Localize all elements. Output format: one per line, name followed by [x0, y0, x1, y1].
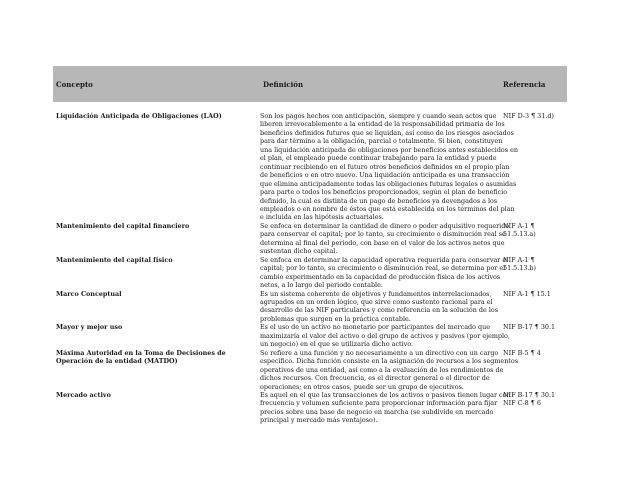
reference-cell — [495, 349, 567, 391]
definition-line: sustentan dicho capital. — [260, 247, 338, 256]
definition-line: agrupados en un orden lógico, que sirve como sustento racional para el — [260, 297, 493, 306]
definition-cell — [257, 221, 510, 256]
definition-line: Se enfoca en determinar la capacidad operativa requerida para conservar el — [260, 255, 509, 264]
header-reference: Referencia — [503, 80, 546, 89]
header-definition: Definición — [263, 80, 304, 89]
definition-line: desarrollo de las NIF particulares y como referencia en la solución de los — [260, 306, 499, 315]
definition-line: el plan, el empleado puede continuar trabajando para la entidad y puede — [260, 154, 497, 163]
glossary-table — [53, 66, 567, 425]
definition-line: para parte o todos los beneficios proporcionados, según el plan de beneficio — [260, 188, 508, 197]
definition-cell — [257, 255, 509, 290]
definition-line: frecuencia y volumen suficiente para proporcionar información para fijar — [260, 399, 498, 408]
definition-line: operativos de una entidad, así como a la evaluación de los rendimientos de — [260, 365, 504, 374]
definition-line: netos, a lo largo del periodo contable. — [260, 281, 383, 290]
reference-line: NIF A-1 ¶ — [503, 255, 535, 264]
reference-cell — [495, 323, 567, 348]
reference-line: NIF B-17 ¶ 30.1 — [503, 390, 556, 399]
header-concept: Concepto — [56, 80, 93, 89]
table-row — [53, 391, 567, 425]
table-row — [53, 290, 567, 324]
definition-line: una liquidación anticipada de obligaciones por beneficios antes establecidos en — [260, 145, 518, 154]
definition-line: principal y mercado más ventajoso). — [260, 416, 378, 425]
definition-cell — [257, 289, 499, 324]
concept-cell: Mayor y mejor uso — [56, 323, 123, 332]
definition-line: específico. Dicha función consiste en la asignación de recursos a los segmentos — [260, 357, 519, 366]
reference-line: NIF B-5 ¶ 4 — [503, 348, 541, 357]
definition-cell — [257, 390, 511, 425]
definition-line: empleados o en nombre de éstos que está establecida en los términos del plan — [260, 204, 515, 213]
definition-line: problemas que surgen en la práctica contable. — [260, 314, 411, 323]
definition-line: definido, la cual es distinta de un pago de beneficios ya devengados a los — [260, 196, 498, 205]
definition-cell — [257, 348, 519, 391]
definition-line: cambio experimentado en la capacidad de producción física de los activos — [260, 272, 501, 281]
definition-line: para dar término a la obligación, parcial o totalmente. Si bien, constituyen — [260, 137, 503, 146]
table-row — [53, 256, 567, 290]
reference-cell — [495, 112, 567, 222]
definition-line: precios sobre una base de negocio en marcha (se subdivide en mercado — [260, 407, 494, 416]
concept-cell: Mercado activo — [56, 390, 111, 399]
definition-line: operaciones; en otros casos, puede ser un grupo de ejecutivos. — [260, 382, 464, 391]
definition-line: para conservar el capital; por lo tanto, su crecimiento o disminución real se — [260, 230, 506, 239]
definition-line: determina al final del periodo, con base en el valor de los activos netos que — [260, 238, 505, 247]
table-row — [53, 112, 567, 222]
table-header — [53, 66, 567, 102]
definition-line: capital; por lo tanto, su crecimiento o disminución real, se determina por el — [260, 264, 506, 273]
definition-line: liberen irrevocablemente a la entidad de la responsabilidad primaria de los — [260, 120, 505, 129]
definition-line: de beneficios o en otro nuevo. Una liquidación anticipada es una transacción — [260, 171, 510, 180]
concept-cell: Marco Conceptual — [56, 289, 122, 298]
reference-line: 51.5.13.a) — [503, 230, 536, 239]
definition-line: que elimina anticipadamente todas las obligaciones futuras legales o asumidas — [260, 179, 517, 188]
reference-cell — [495, 391, 567, 425]
concept-cell: Liquidación Anticipada de Obligaciones (LAO) — [56, 112, 222, 120]
definition-cell — [257, 112, 518, 222]
table-row — [53, 222, 567, 256]
definition-line: e incluida en las hipótesis actuariales. — [260, 213, 384, 222]
definition-line: Es un sistema coherente de objetivos y fundamentos interrelacionados, — [260, 289, 492, 298]
definition-line: beneficios definidos futuros que se liquidan, así como de los riesgos asociados — [260, 128, 514, 137]
concept-cell: Mantenimiento del capital físico — [56, 255, 173, 264]
concept-cell: Máxima Autoridad en la Toma de Decisiones de Operación de la entidad (MATDO) — [56, 348, 226, 366]
definition-line: Son los pagos hechos con anticipación, siempre y cuando sean actos que — [260, 112, 497, 120]
reference-cell — [495, 256, 567, 290]
reference-line: NIF A-1 ¶ — [503, 221, 535, 230]
definition-line: Se enfoca en determinar la cantidad de dinero o poder adquisitivo requerido — [260, 221, 510, 230]
reference-line: NIF A-1 ¶ 15.1 — [503, 289, 551, 298]
reference-cell — [495, 222, 567, 256]
definition-line: Es el uso de un activo no monetario por participantes del mercado que — [260, 323, 491, 332]
reference-line: NIF C-8 ¶ 6 — [503, 399, 541, 408]
concept-cell: Mantenimiento del capital financiero — [56, 221, 190, 230]
table-row — [53, 323, 567, 348]
definition-cell — [257, 323, 510, 349]
definition-line: continuar recibiendo en el futuro otros beneficios definidos en el propio plan — [260, 162, 510, 171]
definition-line: dichos recursos. Con frecuencia, es el director general o el director de — [260, 374, 490, 383]
definition-line: maximizaría el valor del activo o del grupo de activos y pasivos (por ejemplo, — [260, 331, 510, 340]
reference-line: NIF B-17 ¶ 30.1 — [503, 323, 556, 332]
table-body — [53, 112, 567, 425]
definition-line: Es aquel en el que las transacciones de los activos o pasivos tienen lugar con — [260, 390, 511, 399]
definition-line: Se refiere a una función y no necesariamente a un directivo con un cargo — [260, 348, 499, 357]
table-row — [53, 349, 567, 391]
reference-line: 51.5.13.b) — [503, 264, 537, 273]
definition-line: un negocio) en el que se utilizaría dicho activo. — [260, 340, 414, 349]
reference-line: NIF D-3 ¶ 31.d) — [503, 112, 554, 120]
reference-cell — [495, 290, 567, 324]
